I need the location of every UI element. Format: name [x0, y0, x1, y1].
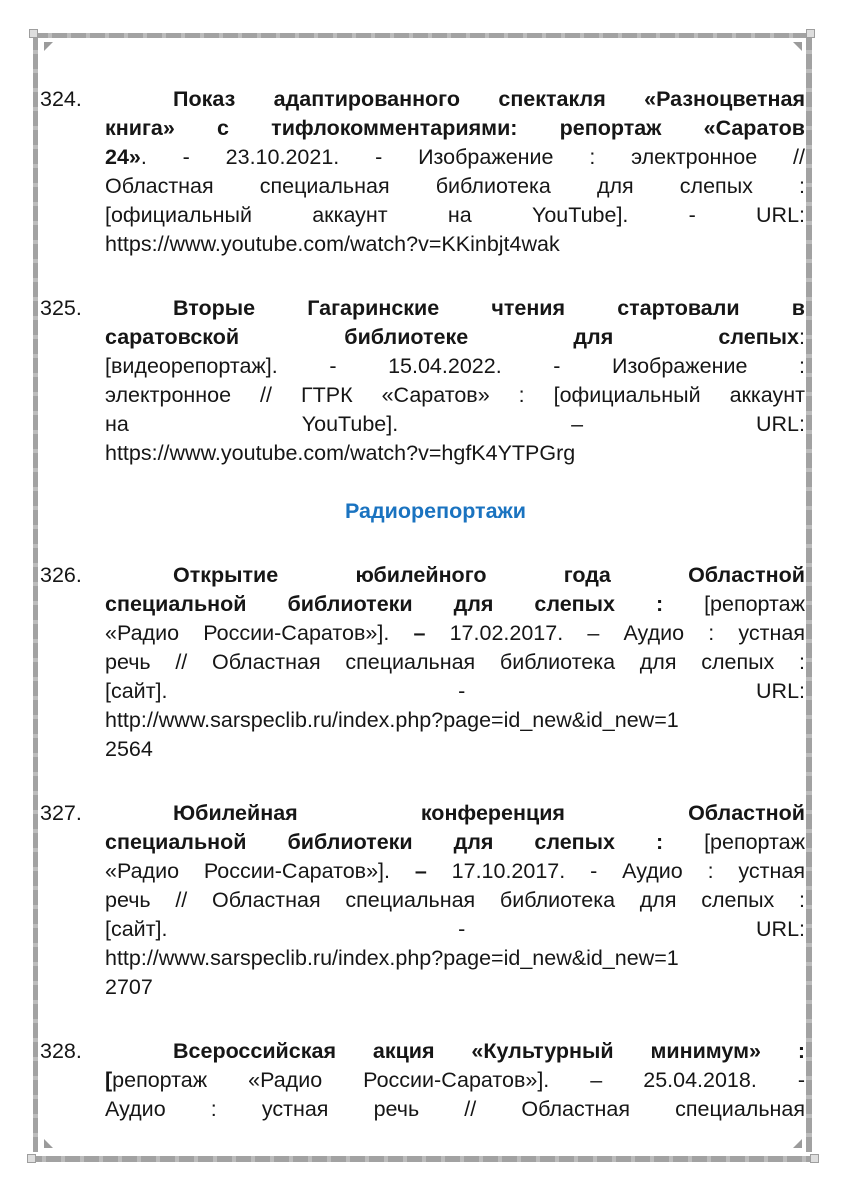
frame-resize-handle-bottom-left[interactable]: [27, 1154, 36, 1163]
entry-body-text: [видеорепортаж]. - 15.04.2022. - Изображение :: [105, 354, 805, 378]
entry-body-text: Аудио : устная речь // Областная специальная: [105, 1097, 805, 1121]
frame-resize-handle-bottom-right[interactable]: [810, 1154, 819, 1163]
entry-line: [105, 1095, 805, 1124]
entry-body-text: [официальный аккаунт на YouTube]. - URL:: [105, 203, 805, 227]
text-area: [40, 0, 805, 1124]
bibliography-entry-326: [40, 561, 805, 764]
entry-line: [105, 85, 805, 114]
entry-body-text: [сайт]. - URL:: [105, 679, 805, 703]
entry-line: [105, 323, 805, 352]
entry-title-text: –: [414, 859, 427, 883]
bibliography-entry-327: [40, 799, 805, 1002]
entry-line: [105, 439, 805, 468]
entry-line: [105, 677, 805, 706]
bibliography-entry-328: [40, 1037, 805, 1124]
entry-line: [105, 973, 805, 1002]
entry-line: [105, 561, 805, 590]
entry-line: [105, 172, 805, 201]
entry-line: [105, 735, 805, 764]
entry-line: [105, 799, 805, 828]
entry-line: [105, 230, 805, 259]
entry-title-text: Открытие юбилейного года Областной: [173, 563, 805, 587]
entry-line: [105, 590, 805, 619]
entry-line: [105, 352, 805, 381]
entry-body-text: 2707: [105, 975, 153, 999]
entry-title-text: [: [105, 1068, 113, 1092]
entry-title-text: саратовской библиотеке для слепых: [105, 325, 800, 349]
entry-body-text: «Радио России-Саратов»].: [105, 621, 414, 645]
entry-line: [105, 114, 805, 143]
frame-border-bottom: [27, 1156, 819, 1162]
entry-line: [105, 886, 805, 915]
entry-body-text: http://www.sarspeclib.ru/index.php?page=id_new&id_new=1: [105, 708, 679, 732]
entry-line: [105, 201, 805, 230]
entry-title-text: Показ адаптированного спектакля «Разноцветная: [173, 87, 805, 111]
entry-body-text: речь // Областная специальная библиотека для слепых :: [105, 888, 805, 912]
entry-line: [105, 706, 805, 735]
entry-line: [105, 944, 805, 973]
entry-number: 324.: [40, 87, 82, 111]
corner-mark-icon: [793, 1139, 802, 1148]
bibliography-entry-325: [40, 294, 805, 468]
frame-resize-handle-top-right[interactable]: [806, 29, 815, 38]
entry-body-text: репортаж «Радио России-Саратов»]. – 25.04.2018. -: [112, 1068, 805, 1092]
entry-title-text: специальной библиотеки для слепых :: [105, 592, 664, 616]
entry-title-text: –: [413, 621, 426, 645]
entry-body-text: https://www.youtube.com/watch?v=hgfK4YTPGrg: [105, 441, 576, 465]
entry-body-text: [репортаж: [663, 592, 805, 616]
entry-body-text: на YouTube]. – URL:: [105, 412, 805, 436]
entry-number: 325.: [40, 296, 82, 320]
entry-title-text: специальной библиотеки для слепых :: [105, 830, 664, 854]
entry-body-text: http://www.sarspeclib.ru/index.php?page=id_new&id_new=1: [105, 946, 679, 970]
entry-line: [105, 1037, 805, 1066]
frame-border-right: [806, 38, 812, 1152]
frame-border-left: [33, 38, 38, 1152]
frame-resize-handle-top-left[interactable]: [29, 29, 38, 38]
bibliography-entry-324: [40, 85, 805, 259]
entry-line: [105, 857, 805, 886]
entry-number: 326.: [40, 563, 82, 587]
entry-number: 328.: [40, 1039, 82, 1063]
entry-body-text: https://www.youtube.com/watch?v=KKinbjt4wak: [105, 232, 560, 256]
entry-body-text: «Радио России-Саратов»].: [105, 859, 415, 883]
entry-title-text: Юбилейная конференция Областной: [173, 801, 805, 825]
entry-title-text: Вторые Гагаринские чтения стартовали в: [173, 296, 805, 320]
entry-body-text: 2564: [105, 737, 153, 761]
corner-mark-icon: [44, 1139, 53, 1148]
entry-line: [105, 410, 805, 439]
entry-body-text: . - 23.10.2021. - Изображение : электронное //: [140, 145, 805, 169]
entry-line: [105, 294, 805, 323]
entry-number: 327.: [40, 801, 82, 825]
entry-line: [105, 1066, 805, 1095]
entry-body-text: Областная специальная библиотека для слепых :: [105, 174, 805, 198]
entry-body-text: речь // Областная специальная библиотека для слепых :: [105, 650, 805, 674]
entry-line: [105, 619, 805, 648]
entry-body-text: [репортаж: [663, 830, 805, 854]
entry-line: [105, 648, 805, 677]
entry-title-text: книга» с тифлокомментариями: репортаж «Саратов: [105, 116, 805, 140]
entry-line: [105, 381, 805, 410]
entry-line: [105, 828, 805, 857]
entry-body-text: 17.02.2017. – Аудио : устная: [425, 621, 805, 645]
entry-body-text: :: [799, 325, 805, 349]
section-heading: Радиорепортажи: [344, 499, 527, 523]
entry-line: [105, 915, 805, 944]
entry-title-text: 24»: [105, 145, 141, 169]
entry-body-text: электронное // ГТРК «Саратов» : [официальный аккаунт: [105, 383, 805, 407]
entry-line: [105, 143, 805, 172]
entry-body-text: [сайт]. - URL:: [105, 917, 805, 941]
entry-title-text: Всероссийская акция «Культурный минимум» :: [173, 1039, 805, 1063]
entry-body-text: 17.10.2017. - Аудио : устная: [426, 859, 805, 883]
